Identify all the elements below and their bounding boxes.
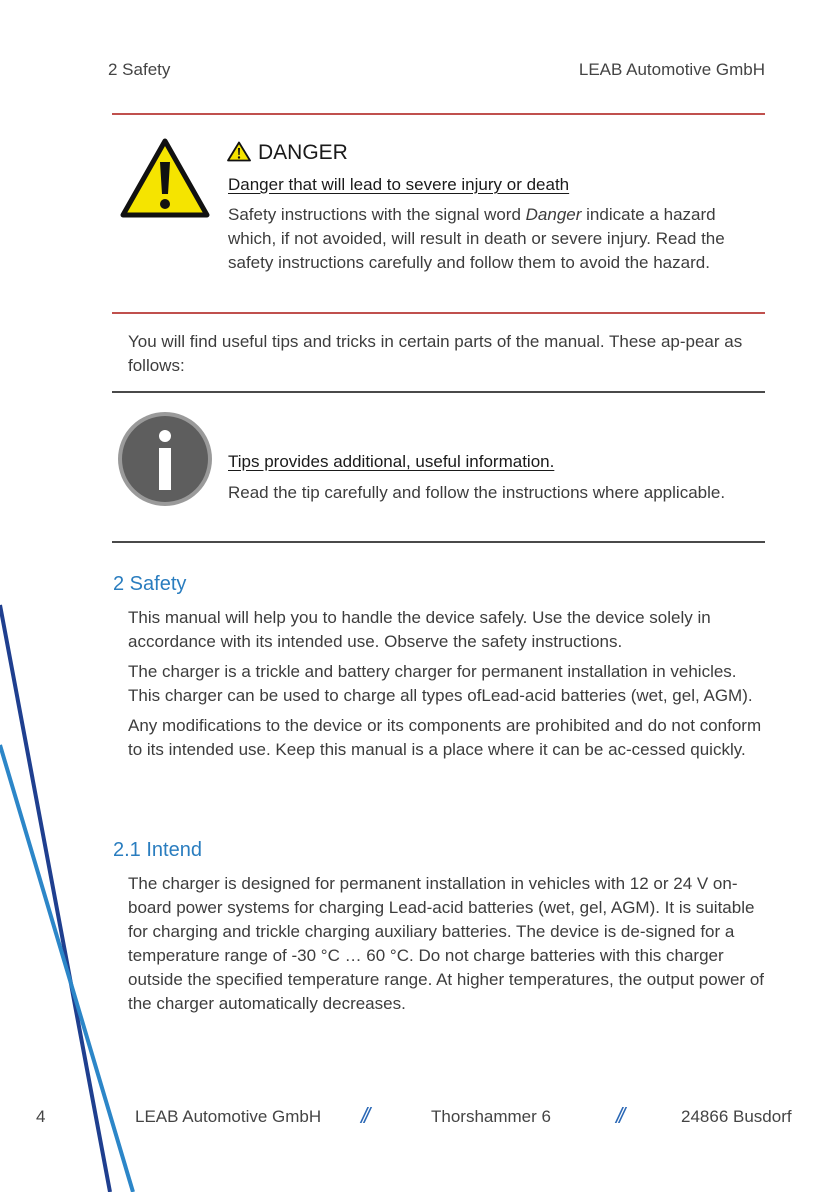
footer-company: LEAB Automotive GmbH — [135, 1107, 322, 1126]
safety-paragraph-2: The charger is a trickle and battery charger for permanent installation in vehicles. This charger can be used to charge all types ofLead-acid batteries (wet, gel, AGM). — [128, 662, 753, 705]
danger-signal-word: DANGER — [258, 141, 348, 164]
footer-separator-1: // — [361, 1103, 368, 1128]
header-section: 2 Safety — [108, 60, 171, 79]
danger-bottom-divider — [112, 312, 765, 314]
tips-intro-paragraph: You will find useful tips and tricks in certain parts of the manual. These ap-pear as follows: — [128, 332, 743, 375]
section-safety-body — [128, 606, 762, 762]
safety-paragraph-3: Any modifications to the device or its components are prohibited and do not conform to its intended use. Keep this manual is a place where it can be ac-cessed quickly. — [128, 716, 762, 759]
section-heading-safety: 2 Safety — [113, 573, 187, 595]
section-heading-intend: 2.1 Intend — [113, 839, 202, 861]
header-company: LEAB Automotive GmbH — [578, 60, 765, 79]
danger-text: Safety instructions with the signal word Danger indicate a hazard which, if not avoided, will result in death or severe injury. Read the safety instructions carefully and follow them to avoid the hazard. — [228, 205, 725, 272]
warning-triangle-icon — [120, 138, 210, 218]
small-warning-icon — [227, 141, 251, 162]
intend-paragraph: The charger is designed for permanent installation in vehicles with 12 or 24 V on-board power systems for charging Lead-acid batteries (wet, gel, AGM). It is suitable for charging and trickle charging auxiliary batteries. The device is de-signed for a temperature range of -30 °C … 60 °C. Do not charge batteries with this charger outside the specified temperature range. At higher temperatures, the output power of the charger automatically decreases. — [128, 874, 764, 1013]
tip-bottom-divider — [112, 541, 765, 543]
footer-separator-2: // — [616, 1103, 623, 1128]
tip-top-divider — [112, 391, 765, 393]
footer-city: 24866 Busdorf — [681, 1107, 792, 1126]
danger-top-divider — [112, 113, 765, 115]
footer-street: Thorshammer 6 — [431, 1107, 551, 1126]
page-number: 4 — [36, 1107, 46, 1126]
danger-subtitle: Danger that will lead to severe injury or death — [228, 175, 570, 194]
safety-paragraph-1: This manual will help you to handle the device safely. Use the device solely in accordance with its intended use. Observe the safety instructions. — [128, 608, 711, 651]
tip-text: Read the tip carefully and follow the instructions where applicable. — [228, 483, 726, 502]
info-icon — [116, 410, 214, 508]
signal-word-italic: Danger — [525, 205, 582, 224]
tip-subtitle: Tips provides additional, useful information. — [228, 452, 555, 471]
